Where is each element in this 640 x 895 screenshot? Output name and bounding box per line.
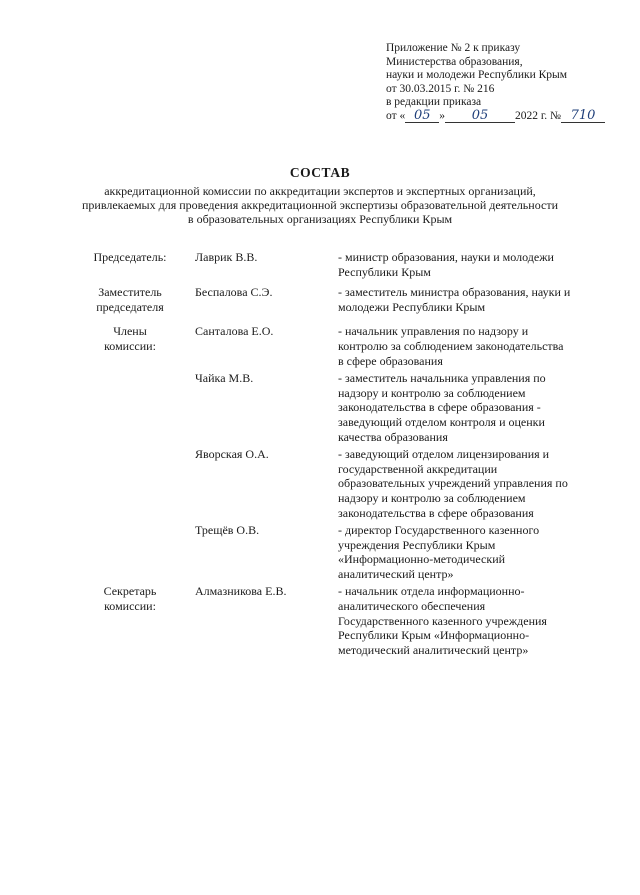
- annex-date-line: [386, 107, 626, 124]
- document-title: СОСТАВ: [289, 165, 351, 180]
- document-subtitle: [40, 184, 600, 227]
- annex-line-2: Министерства образования,: [386, 55, 523, 68]
- date-mid: »: [439, 109, 445, 122]
- member-position: - заведующий отделом лицензирования и государственной аккредитации образовательных учреждений управления по надзору и контролю за соблюдением законодательства в сфере образования: [338, 447, 568, 520]
- member-position: - министр образования, науки и молодежи Республики Крым: [338, 250, 554, 279]
- member-row: [70, 250, 610, 279]
- member-row: [70, 447, 610, 520]
- annex-line-3: науки и молодежи Республики Крым: [386, 69, 568, 82]
- member-role: Члены комиссии:: [104, 324, 156, 353]
- member-role: Секретарь комиссии:: [103, 584, 157, 614]
- member-name: Яворская О.А.: [195, 447, 269, 462]
- subtitle-line-2: привлекаемых для проведения аккредитационной экспертизы образовательной деятельности: [82, 198, 558, 213]
- order-number-handwritten: 710: [570, 107, 596, 123]
- member-row: [70, 371, 610, 444]
- member-name: Трещёв О.В.: [195, 523, 260, 538]
- member-name: Лаврик В.В.: [195, 250, 258, 264]
- date-month-field: [445, 107, 515, 123]
- subtitle-line-3: в образовательных организациях Республики Крым: [187, 212, 453, 227]
- order-number-field: [561, 107, 605, 123]
- member-position: - заместитель начальника управления по надзору и контролю за соблюдением законодательства в сфере образования - заведующий отделом контроля и оценки качества образования: [338, 371, 546, 444]
- member-name: Санталова Е.О.: [195, 324, 274, 339]
- member-position: - начальник управления по надзору и контролю за соблюдением законодательства в сфере образования: [338, 324, 564, 368]
- subtitle-line-1: аккредитационной комиссии по аккредитации экспертов и экспертных организаций,: [104, 184, 536, 198]
- member-position: - начальник отдела информационно- аналитического обеспечения Государственного казенного учреждения Республики Крым «Информационно- методический аналитический центр»: [338, 584, 547, 657]
- date-month-handwritten: 05: [471, 107, 489, 123]
- document-heading: [40, 165, 600, 227]
- date-day-field: [405, 107, 439, 123]
- annex-line-1: Приложение № 2 к приказу: [386, 42, 521, 54]
- annex-line-4: от 30.03.2015 г. № 216: [386, 82, 495, 95]
- date-year: 2022 г. №: [515, 109, 562, 122]
- member-role: Председатель:: [93, 250, 167, 264]
- member-row: [70, 324, 610, 368]
- member-position: - заместитель министра образования, науки и молодежи Республики Крым: [338, 285, 571, 314]
- member-row: [70, 523, 610, 581]
- annex-line-5: в редакции приказа: [386, 96, 482, 109]
- member-name: Чайка М.В.: [195, 371, 254, 386]
- member-row: [70, 584, 610, 657]
- member-position: - директор Государственного казенного учреждения Республики Крым «Информационно-методический аналитический центр»: [338, 523, 540, 581]
- date-prefix: от «: [386, 109, 406, 122]
- date-day-handwritten: 05: [413, 107, 431, 123]
- member-role: Заместитель председателя: [96, 285, 164, 314]
- member-name: Алмазникова Е.В.: [195, 584, 287, 599]
- member-name: Беспалова С.Э.: [195, 285, 273, 300]
- member-row: [70, 285, 610, 314]
- commission-list: [70, 250, 610, 657]
- annex-header: [386, 42, 626, 124]
